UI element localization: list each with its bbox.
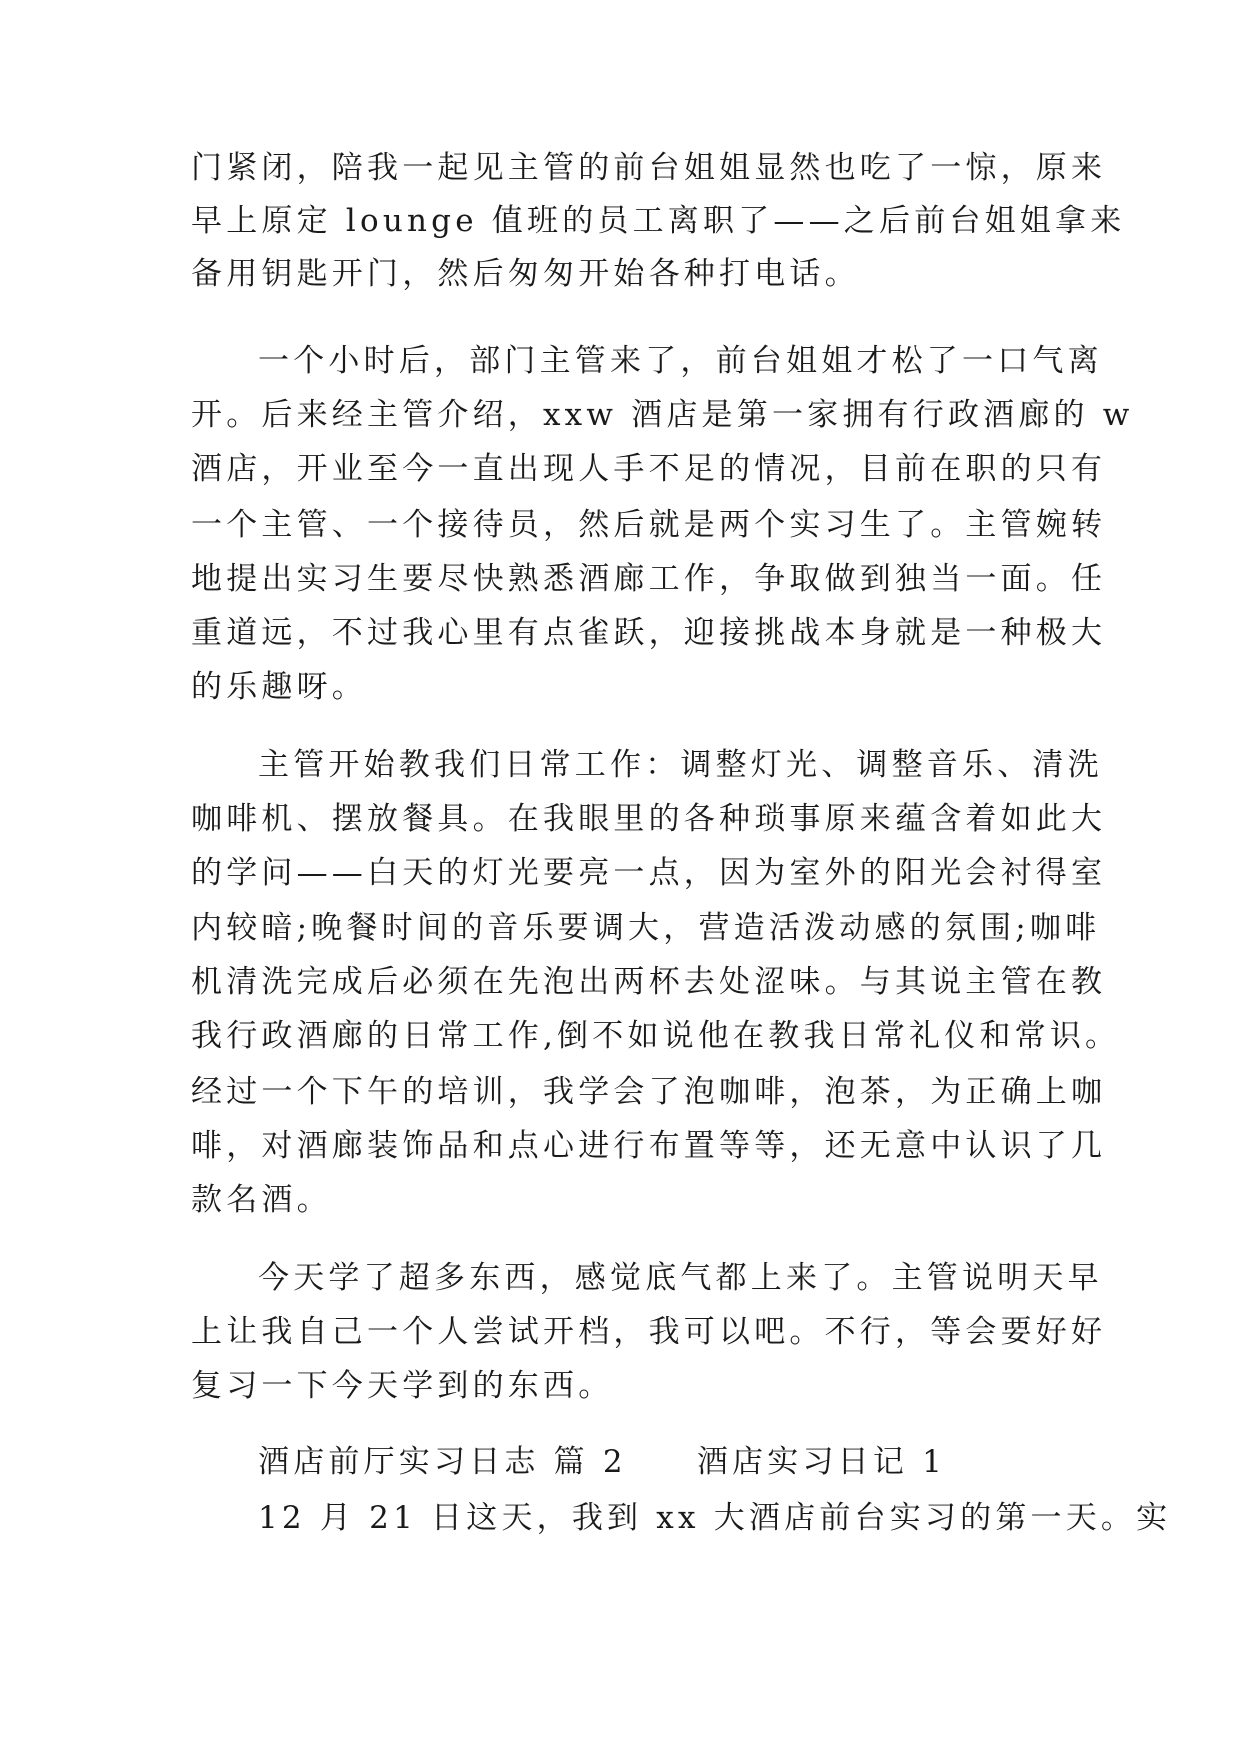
text-line: 上让我自己一个人尝试开档，我可以吧。不行，等会要好好 xyxy=(191,1314,1107,1350)
text-line: 门紧闭，陪我一起见主管的前台姐姐显然也吃了一惊，原来 xyxy=(191,150,1107,186)
text-line: 咖啡机、摆放餐具。在我眼里的各种琐事原来蕴含着如此大 xyxy=(191,801,1107,837)
text-line: 开。后来经主管介绍，xxw 酒店是第一家拥有行政酒廊的 w xyxy=(191,397,1134,433)
text-line: 酒店，开业至今一直出现人手不足的情况，目前在职的只有 xyxy=(191,451,1107,487)
text-line: 主管开始教我们日常工作：调整灯光、调整音乐、清洗 xyxy=(258,747,1103,783)
text-line: 一个主管、一个接待员，然后就是两个实习生了。主管婉转 xyxy=(191,507,1107,543)
text-line: 款名酒。 xyxy=(191,1182,332,1218)
text-line: 今天学了超多东西，感觉底气都上来了。主管说明天早 xyxy=(258,1260,1103,1296)
text-line: 啡，对酒廊装饰品和点心进行布置等等，还无意中认识了几 xyxy=(191,1128,1107,1164)
text-line: 12 月 21 日这天，我到 xx 大酒店前台实习的第一天。实 xyxy=(258,1500,1172,1536)
heading-right: 酒店实习日记 1 xyxy=(696,1444,947,1480)
text-line: 重道远，不过我心里有点雀跃，迎接挑战本身就是一种极大 xyxy=(191,615,1107,651)
text-line: 备用钥匙开门，然后匆匆开始各种打电话。 xyxy=(191,256,860,292)
text-line: 的乐趣呀。 xyxy=(191,669,367,705)
text-line: 内较暗;晚餐时间的音乐要调大，营造活泼动感的氛围;咖啡 xyxy=(191,910,1101,946)
text-line: 机清洗完成后必须在先泡出两杯去处涩味。与其说主管在教 xyxy=(191,964,1107,1000)
text-line: 经过一个下午的培训，我学会了泡咖啡，泡茶，为正确上咖 xyxy=(191,1074,1107,1110)
text-line: 一个小时后，部门主管来了，前台姐姐才松了一口气离 xyxy=(258,343,1103,379)
text-line: 我行政酒廊的日常工作,倒不如说他在教我日常礼仪和常识。 xyxy=(191,1018,1121,1054)
text-line: 的学问——白天的灯光要亮一点，因为室外的阳光会衬得室 xyxy=(191,855,1107,891)
text-line: 复习一下今天学到的东西。 xyxy=(191,1368,614,1404)
text-line: 地提出实习生要尽快熟悉酒廊工作，争取做到独当一面。任 xyxy=(191,561,1107,597)
text-line: 早上原定 lounge 值班的员工离职了——之后前台姐姐拿来 xyxy=(191,203,1126,239)
heading-left: 酒店前厅实习日志 篇 2 xyxy=(258,1444,627,1480)
section-heading xyxy=(258,1442,1071,1482)
